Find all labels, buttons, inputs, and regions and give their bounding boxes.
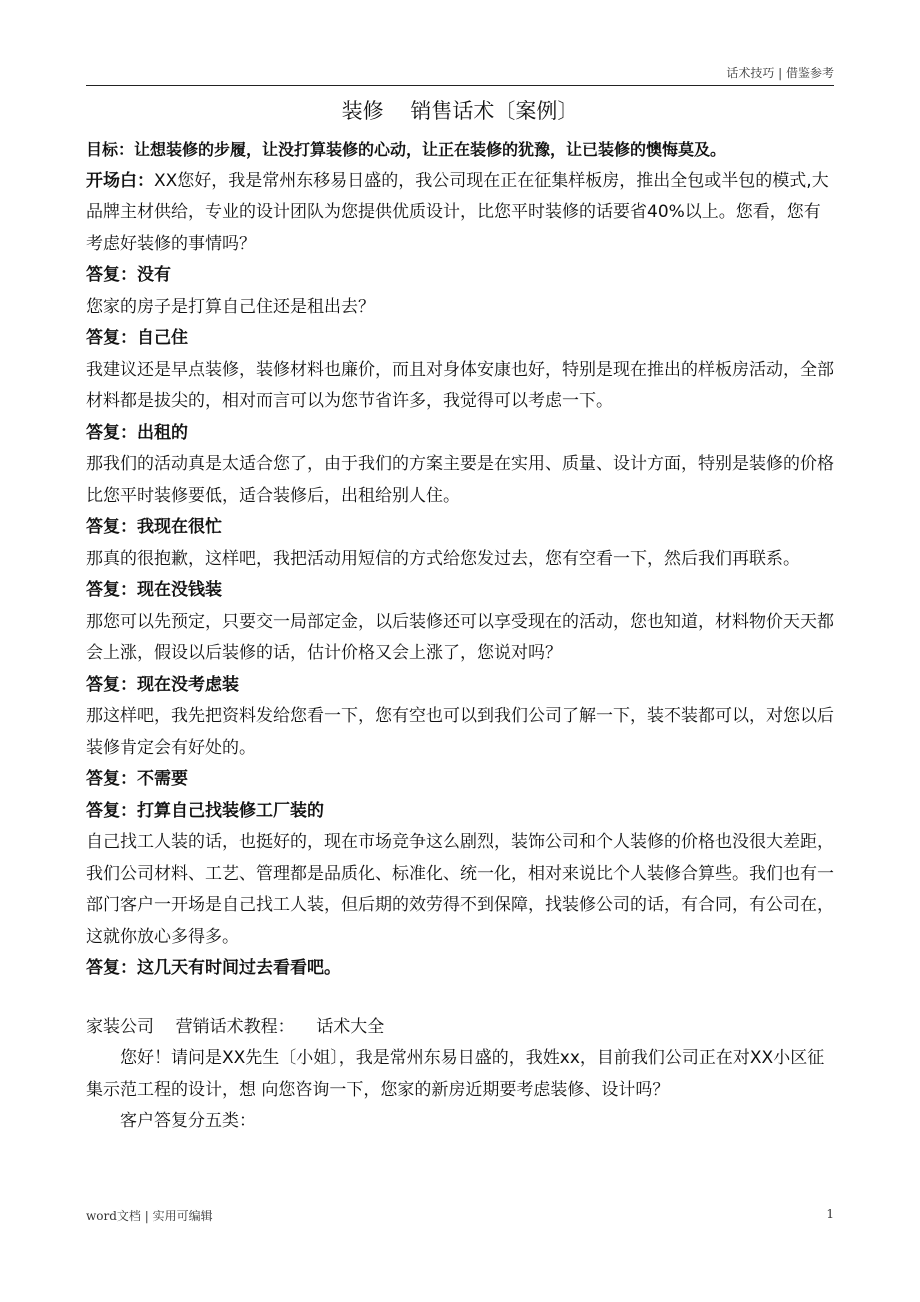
document-title: 装修 销售话术〔案例〕 xyxy=(341,99,579,123)
opening-text: XX您好，我是常州东移易日盛的，我公司现在正在征集样板房，推出全包或半包的模式,大品牌主材供给，专业的设计团队为您提供优质设计，比您平时装修的话要省40%以上。您看，您有考虑好装修的事情吗？ xyxy=(86,170,829,254)
response-paragraph: 那您可以先预定，只要交一局部定金，以后装修还可以享受现在的活动，您也知道，材料物价天天都会上涨，假设以后装修的话，估计价格又会上涨了，您说对吗？ xyxy=(86,611,834,663)
response-paragraph: 那这样吧，我先把资料发给您看一下，您有空也可以到我们公司了解一下，装不装都可以，对您以后装修肯定会有好处的。 xyxy=(86,706,834,758)
page-number: 1 xyxy=(826,1207,834,1221)
header-divider xyxy=(86,85,834,86)
reply-heading: 答复：现在没钱装 xyxy=(86,580,222,600)
reply-heading: 答复：没有 xyxy=(86,265,171,285)
document-body xyxy=(86,134,834,1138)
reply-heading: 答复：现在没考虑装 xyxy=(86,674,239,695)
reply-heading: 答复：这几天有时间过去看看吧。 xyxy=(86,958,341,978)
response-paragraph: 自己找工人装的话，也挺好的，现在市场竞争这么剧烈，装饰公司和个人装修的价格也没很大差距，我们公司材料、工艺、管理都是品质化、标准化、统一化，相对来说比个人装修合算些。我们也有一部门客户一开场是自己找工人装，但后期的效劳得不到保障，找装修公司的话，有合同，有公司在，这就你放心多得多。 xyxy=(86,832,834,947)
response-paragraph: 我建议还是早点装修，装修材料也廉价，而且对身体安康也好，特别是现在推出的样板房活动，全部材料都是拔尖的，相对而言可以为您节省许多，我觉得可以考虑一下。 xyxy=(86,359,834,411)
intro-paragraph: 您好！请问是XX先生〔小姐〕，我是常州东易日盛的，我姓xx，目前我们公司正在对XX小区征集示范工程的设计，想 向您咨询一下，您家的新房近期要考虑装修、设计吗？ xyxy=(86,1048,825,1100)
opening-paragraph xyxy=(86,166,834,261)
page-header: 话术技巧 | 借鉴参考 xyxy=(726,66,834,80)
page-footer: word文档 | 实用可编辑 xyxy=(86,1209,213,1223)
response-paragraph: 那真的很抱歉，这样吧，我把活动用短信的方式给您发过去，您有空看一下，然后我们再联系。 xyxy=(86,548,800,569)
section-heading: 家装公司 营销话术教程： 话术大全 xyxy=(86,1016,385,1037)
reply-categories-line: 客户答复分五类： xyxy=(120,1111,256,1131)
reply-heading: 答复：不需要 xyxy=(86,769,188,789)
reply-heading: 答复：我现在很忙 xyxy=(86,517,222,537)
response-paragraph: 那我们的活动真是太适合您了，由于我们的方案主要是在实用、质量、设计方面，特别是装修的价格比您平时装修要低，适合装修后，出租给别人住。 xyxy=(86,454,834,506)
reply-heading: 答复：出租的 xyxy=(86,422,188,443)
response-paragraph: 您家的房子是打算自己住还是租出去？ xyxy=(86,296,375,317)
reply-heading: 答复：打算自己找装修工厂装的 xyxy=(86,800,324,821)
goal-statement: 目标：让想装修的步履，让没打算装修的心动，让正在装修的犹豫，让已装修的懊悔莫及。 xyxy=(86,140,727,159)
opening-label: 开场白： xyxy=(86,170,154,191)
section-gap xyxy=(86,985,834,1012)
reply-heading: 答复：自己住 xyxy=(86,328,188,348)
